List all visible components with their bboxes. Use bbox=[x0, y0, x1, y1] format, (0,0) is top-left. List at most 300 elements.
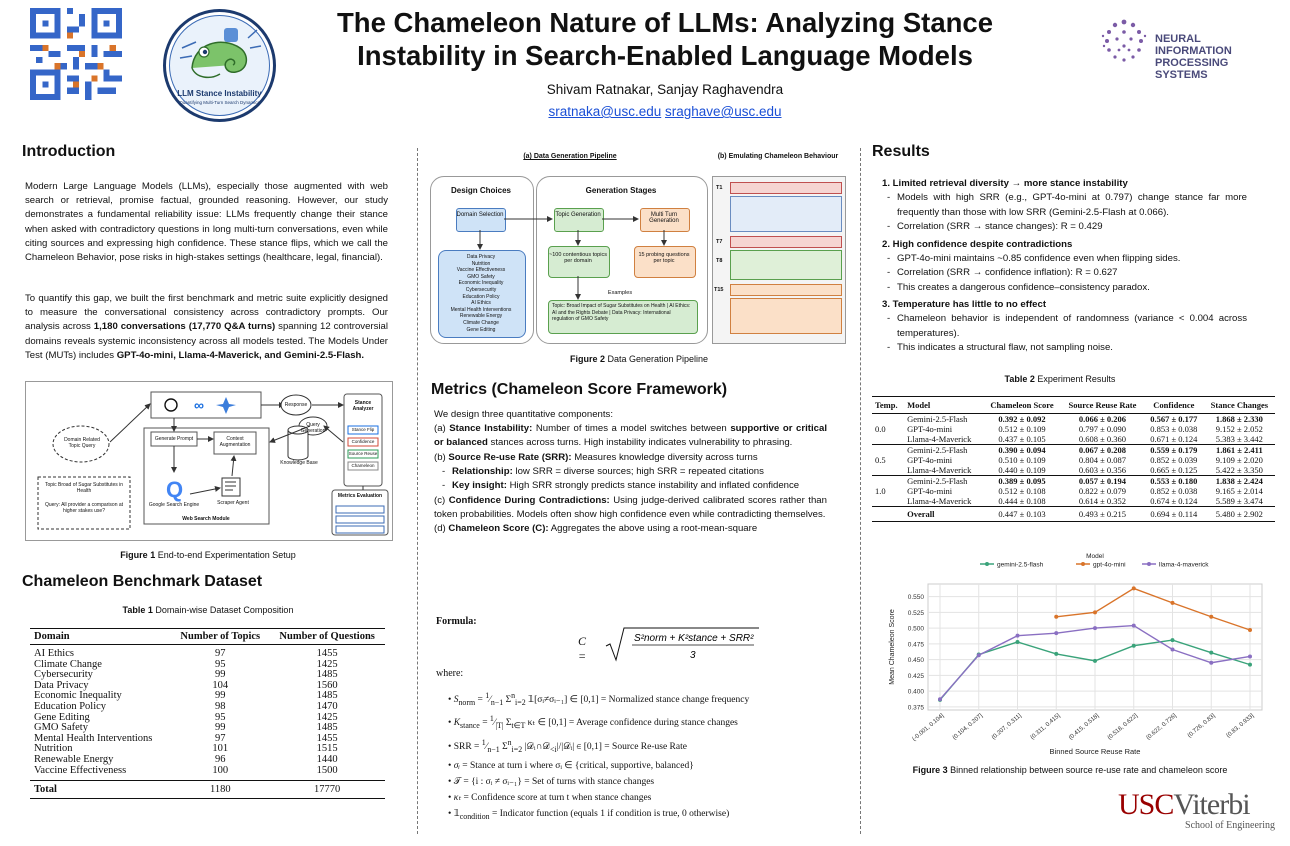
result-cell: 0.797 ± 0.090 bbox=[1078, 424, 1127, 434]
table1-caption-label: Table 1 bbox=[122, 605, 153, 615]
model-cell: Gemini-2.5-Flash bbox=[907, 445, 968, 455]
fig2-caption-label: Figure 2 bbox=[569, 354, 605, 364]
metrics-item-a bbox=[434, 422, 827, 450]
data-point bbox=[1209, 651, 1213, 655]
x-tick-label: (0.726, 0.83] bbox=[1186, 712, 1217, 740]
overall-cell: 0.694 ± 0.114 bbox=[1150, 509, 1198, 519]
figure-3-caption bbox=[870, 765, 1270, 775]
table-row bbox=[30, 702, 385, 713]
fig2-t1-answer bbox=[730, 196, 842, 232]
fig3-caption-text: Binned relationship between source re-use rate and chameleon score bbox=[947, 765, 1228, 775]
metrics-body bbox=[434, 408, 827, 536]
results-col-header: Temp. bbox=[875, 400, 898, 410]
intro-p2-bold-a: 1,180 conversations (17,770 Q&A turns) bbox=[93, 321, 276, 333]
overall-cell: 5.480 ± 2.902 bbox=[1215, 509, 1263, 519]
result-cell: 5.383 ± 3.442 bbox=[1215, 434, 1263, 444]
y-tick-label: 0.400 bbox=[907, 688, 924, 696]
data-point bbox=[1016, 634, 1020, 638]
legend-marker bbox=[1147, 562, 1151, 566]
dataset-questions-cell: 1560 bbox=[316, 679, 338, 691]
email-link-2[interactable]: sraghave@usc.edu bbox=[665, 104, 782, 119]
fig1-stance-analyzer: Stance Analyzer bbox=[352, 400, 374, 412]
intro-heading: Introduction bbox=[22, 143, 116, 160]
temp-cell: 0.0 bbox=[875, 424, 886, 434]
table1-caption-text: Domain-wise Dataset Composition bbox=[152, 605, 294, 615]
table-row bbox=[872, 465, 1275, 476]
data-point bbox=[1171, 638, 1175, 642]
def-kappa-text: = Confidence score at turn t when stance changes bbox=[463, 793, 652, 804]
results-col-header: Confidence bbox=[1153, 400, 1195, 410]
result-cell: 0.389 ± 0.095 bbox=[998, 476, 1046, 486]
finding-bullet: - GPT-4o-mini maintains ~0.85 confidence even when flipping sides. bbox=[897, 252, 1247, 267]
data-point bbox=[1054, 615, 1058, 619]
fig1-generate-prompt: Generate Prompt bbox=[154, 436, 194, 442]
x-tick-label: (0.207, 0.311] bbox=[990, 712, 1023, 742]
result-cell: 1.868 ± 2.330 bbox=[1215, 414, 1263, 424]
result-cell: 0.512 ± 0.108 bbox=[998, 486, 1046, 496]
fig2-turn-t1: T1 bbox=[716, 185, 723, 191]
data-point bbox=[1132, 644, 1136, 648]
metrics-a-text: stances across turns. High instability indicates vulnerability to phrasing. bbox=[487, 437, 793, 449]
x-tick-label: (0.622, 0.726] bbox=[1145, 712, 1178, 742]
fig2-t15-answer bbox=[730, 298, 842, 334]
fig2-example-text: Topic: Broad Impact of Sugar Substitutes on Health | AI Ethics: AI and the Rights Debate | Data Privacy: International regulation of GMO Safety bbox=[552, 303, 691, 322]
table-row bbox=[872, 445, 1275, 456]
dataset-questions-cell: 1470 bbox=[316, 700, 338, 712]
svg-text:S²norm + K²stance + SRR²: S²norm + K²stance + SRR² bbox=[634, 633, 754, 644]
metrics-d-prefix: (d) bbox=[434, 523, 449, 535]
figure-3 bbox=[880, 550, 1275, 760]
svg-text:Q: Q bbox=[166, 477, 184, 502]
dataset-questions-cell: 1455 bbox=[316, 732, 338, 744]
y-tick-label: 0.425 bbox=[907, 672, 924, 680]
dataset-domain-cell: Nutrition bbox=[34, 743, 73, 755]
metrics-b-bullet-1 bbox=[452, 465, 827, 480]
metrics-a-mid: Number of times a model switches between bbox=[532, 423, 731, 435]
legend-marker bbox=[1081, 562, 1085, 566]
data-point bbox=[1093, 659, 1097, 663]
legend-title: Model bbox=[1086, 553, 1104, 560]
dataset-topics-cell: 104 bbox=[212, 679, 229, 691]
dataset-col-domain: Domain bbox=[34, 631, 70, 642]
dataset-questions-cell: 1485 bbox=[316, 690, 338, 702]
result-cell: 5.589 ± 3.474 bbox=[1215, 496, 1263, 506]
table-row bbox=[872, 486, 1275, 496]
table-1-caption bbox=[25, 605, 391, 615]
fig2-label-a: (a) Data Generation Pipeline bbox=[523, 153, 617, 160]
dataset-topics-cell: 99 bbox=[215, 669, 226, 681]
figure-2-caption bbox=[430, 354, 848, 364]
fig2-generation-stages: Generation Stages bbox=[585, 186, 657, 195]
emails bbox=[280, 104, 1050, 119]
x-tick-label: (0.83, 0.933] bbox=[1225, 712, 1256, 740]
dataset-col-topics: Number of Topics bbox=[180, 631, 261, 642]
def-s-norm-text: = Normalized stance change frequency bbox=[600, 695, 750, 706]
fig2-examples: Examples bbox=[607, 290, 633, 296]
neurips-dots-icon bbox=[1095, 12, 1153, 70]
metrics-intro: We design three quantitative components: bbox=[434, 409, 614, 420]
dataset-domain-cell: Cybersecurity bbox=[34, 669, 93, 681]
fig2-caption-text: Data Generation Pipeline bbox=[604, 354, 709, 364]
figure-1-caption bbox=[25, 550, 391, 560]
column-divider-1 bbox=[417, 148, 418, 834]
results-col-header: Chameleon Score bbox=[990, 400, 1054, 410]
y-tick-label: 0.525 bbox=[907, 609, 924, 617]
formula-label: Formula: bbox=[436, 616, 477, 627]
dataset-domain-cell: Gene Editing bbox=[34, 711, 90, 723]
fig2-domain-item: AI Ethics bbox=[471, 300, 491, 307]
data-point bbox=[1132, 586, 1136, 590]
result-cell: 1.838 ± 2.424 bbox=[1215, 476, 1263, 486]
fig1-metric-item-4: Chameleon bbox=[351, 463, 375, 468]
fig2-questions-count: 15 probing questions per topic bbox=[638, 252, 690, 264]
title-line-1: The Chameleon Nature of LLMs: Analyzing Stance bbox=[336, 7, 993, 38]
dataset-topics-cell: 95 bbox=[215, 711, 226, 723]
fig1-knowledge-base: Knowledge Base bbox=[280, 460, 318, 466]
result-cell: 0.390 ± 0.094 bbox=[998, 445, 1046, 455]
model-cell: Gemini-2.5-Flash bbox=[907, 414, 968, 424]
qr-code[interactable] bbox=[30, 8, 122, 105]
data-point bbox=[1093, 610, 1097, 614]
fig2-domain-item: GMO Safety bbox=[467, 273, 495, 280]
data-point bbox=[1054, 652, 1058, 656]
dataset-questions-cell: 1425 bbox=[316, 711, 338, 723]
dataset-domain-cell: Climate Change bbox=[34, 658, 102, 670]
results-col-header: Model bbox=[907, 400, 931, 410]
metrics-b-bullets bbox=[434, 465, 827, 494]
dataset-domain-cell: Education Policy bbox=[34, 700, 107, 712]
fig1-metric-item-3: Source Reuse bbox=[348, 451, 378, 456]
def-sigma-text: = Stance at turn i where σᵢ ∈ {critical, supportive, balanced} bbox=[462, 760, 694, 771]
intro-paragraph-2 bbox=[25, 292, 388, 363]
fig2-topic-generation: Topic Generation bbox=[555, 212, 601, 218]
table-row bbox=[872, 455, 1275, 465]
overall-spacer bbox=[872, 507, 904, 522]
dataset-total-questions: 17770 bbox=[314, 784, 341, 796]
metrics-c-text: Using judge-derived calibrated scores rather than token probabilities. Models often show high confidence even while contradicting themselves. bbox=[434, 494, 827, 521]
result-cell: 0.853 ± 0.038 bbox=[1150, 424, 1198, 434]
data-point bbox=[1171, 601, 1175, 605]
dataset-topics-cell: 99 bbox=[215, 722, 226, 734]
neurips-line-1: NEURAL INFORMATION bbox=[1155, 33, 1232, 57]
fig2-domain-item: Vaccine Effectiveness bbox=[456, 267, 506, 274]
y-tick-label: 0.500 bbox=[907, 625, 924, 633]
fig2-domain-item: Education Policy bbox=[462, 293, 500, 300]
def-t-set-text: = Set of turns with stance changes bbox=[524, 776, 655, 787]
data-point bbox=[1209, 661, 1213, 665]
metrics-b-bullet-2 bbox=[452, 479, 827, 494]
fig2-turn-t8: T8 bbox=[716, 258, 723, 264]
result-cell: 0.444 ± 0.108 bbox=[998, 496, 1046, 506]
model-cell: GPT-4o-mini bbox=[907, 424, 953, 434]
svg-text:3: 3 bbox=[690, 650, 696, 661]
result-cell: 0.392 ± 0.092 bbox=[998, 414, 1046, 424]
result-cell: 9.109 ± 2.020 bbox=[1215, 455, 1263, 465]
result-cell: 0.822 ± 0.079 bbox=[1078, 486, 1127, 496]
svg-text:∞: ∞ bbox=[194, 397, 204, 413]
sqrt-icon bbox=[604, 626, 764, 664]
result-cell: 9.165 ± 2.014 bbox=[1215, 486, 1263, 496]
metrics-item-b bbox=[434, 451, 827, 465]
dataset-heading: Chameleon Benchmark Dataset bbox=[22, 573, 263, 590]
dataset-topics-cell: 101 bbox=[212, 743, 229, 755]
chameleon-logo-icon bbox=[162, 8, 277, 123]
fig2-t1-question bbox=[730, 182, 842, 194]
x-tick-label: (0.415, 0.518] bbox=[1068, 712, 1101, 742]
result-cell: 0.804 ± 0.087 bbox=[1078, 455, 1127, 465]
data-point bbox=[1132, 624, 1136, 628]
table-row bbox=[872, 434, 1275, 445]
dataset-topics-cell: 100 bbox=[212, 764, 229, 776]
fig2-t8-answer bbox=[730, 250, 842, 280]
metrics-a-bold: Stance Instability: bbox=[449, 423, 533, 435]
overall-label: Overall bbox=[907, 509, 935, 519]
dataset-domain-cell: Economic Inequality bbox=[34, 690, 122, 702]
metrics-d-text: Aggregates the above using a root-mean-square bbox=[548, 523, 758, 535]
y-tick-label: 0.550 bbox=[907, 594, 924, 602]
x-tick-label: (0.518, 0.622] bbox=[1106, 712, 1140, 742]
metrics-c-bold: Confidence During Contradictions: bbox=[448, 494, 610, 506]
result-cell: 0.437 ± 0.105 bbox=[998, 434, 1046, 444]
figure-2 bbox=[430, 150, 848, 350]
data-point bbox=[1209, 615, 1213, 619]
x-tick-label: (0.104, 0.207] bbox=[951, 712, 985, 742]
dataset-domain-cell: AI Ethics bbox=[34, 648, 74, 659]
fig2-domain-item: Economic Inequality bbox=[458, 280, 504, 287]
overall-cell: 0.447 ± 0.103 bbox=[998, 509, 1046, 519]
table-row bbox=[30, 755, 385, 766]
temp-cell: 1.0 bbox=[875, 486, 886, 496]
dataset-questions-cell: 1485 bbox=[316, 669, 338, 681]
fig2-t15-question bbox=[730, 284, 842, 296]
fig2-turn-t15: T15 bbox=[714, 287, 724, 293]
model-cell: Llama-4-Maverick bbox=[907, 496, 972, 506]
dataset-domain-cell: Mental Health Interventions bbox=[34, 732, 153, 744]
result-cell: 0.440 ± 0.109 bbox=[998, 465, 1046, 475]
metrics-b1-text: low SRR = diverse sources; high SRR = repeated citations bbox=[512, 465, 764, 477]
result-cell: 0.067 ± 0.208 bbox=[1078, 445, 1127, 455]
temp-cell: 0.5 bbox=[875, 455, 886, 465]
qr-code-icon bbox=[30, 8, 122, 100]
project-logo bbox=[162, 8, 277, 123]
finding-bullet: - Models with high SRR (e.g., GPT-4o-mini at 0.797) change stance far more frequently than those with low SRR (Gemini-2.5-Flash at 0.066). bbox=[897, 191, 1247, 220]
result-cell: 0.553 ± 0.180 bbox=[1150, 476, 1198, 486]
result-cell: 0.852 ± 0.039 bbox=[1150, 455, 1198, 465]
dataset-topics-cell: 97 bbox=[215, 648, 226, 659]
fig2-topics-count: ~100 contentious topics per domain bbox=[549, 252, 607, 264]
results-heading: Results bbox=[872, 143, 930, 160]
finding-bullet: - This creates a dangerous confidence–consistency paradox. bbox=[897, 281, 1247, 296]
metrics-b2-bold: Key insight: bbox=[452, 480, 507, 492]
result-cell: 1.861 ± 2.411 bbox=[1216, 445, 1263, 455]
fig1-metric-item-2: Confidence bbox=[351, 439, 375, 444]
metrics-a-prefix: (a) bbox=[434, 423, 450, 435]
fig2-domain-item: Renewable Energy bbox=[459, 313, 503, 320]
formula-definitions bbox=[448, 688, 848, 825]
fig1-google-engine: Google Search Engine bbox=[148, 502, 200, 508]
fig2-turn-t7: T7 bbox=[716, 239, 723, 245]
intro-paragraph-1: Modern Large Language Models (LLMs), especially those augmented with web search or retrieval, promise factual, grounded reasoning. However, our study demonstrates a fundamental reliability issue: LLMs frequently change their stance when asked with contradictory questions in long multi-turn conversations, even while citing sources and expressing high confidence. These stance flips, which we call the Chameleon Behavior, pose risks in high-stakes settings (healthcare, legal, financial). bbox=[25, 181, 388, 264]
table2-caption-text: Experiment Results bbox=[1034, 374, 1116, 384]
result-cell: 0.559 ± 0.179 bbox=[1150, 445, 1198, 455]
def-kappa: • κₜ = Confidence score at turn t when stance changes bbox=[448, 793, 652, 804]
result-cell: 0.510 ± 0.109 bbox=[998, 455, 1046, 465]
authors: Shivam Ratnakar, Sanjay Raghavendra bbox=[546, 82, 784, 97]
fig3-caption-label: Figure 3 bbox=[912, 765, 948, 775]
data-point bbox=[1171, 648, 1175, 652]
dataset-topics-cell: 95 bbox=[215, 658, 226, 670]
data-point bbox=[977, 653, 981, 657]
chameleon-line-chart bbox=[880, 550, 1275, 760]
data-point bbox=[938, 697, 942, 701]
finding-bullet: - Correlation (SRR → confidence inflation): R = 0.627 bbox=[897, 266, 1247, 281]
intro-p2-bold-b: GPT-4o-mini, Llama-4-Maverick, and Gemini-2.5-Flash. bbox=[116, 349, 365, 361]
result-cell: 0.057 ± 0.194 bbox=[1078, 476, 1127, 486]
data-point bbox=[1016, 640, 1020, 644]
viterbi-text: Viterbi bbox=[1173, 788, 1250, 821]
dataset-topics-cell: 96 bbox=[215, 753, 226, 765]
dataset-col-questions: Number of Questions bbox=[279, 631, 375, 642]
result-cell: 0.512 ± 0.109 bbox=[998, 424, 1046, 434]
finding-2-list bbox=[882, 252, 1247, 296]
logo-title: LLM Stance Instability bbox=[177, 89, 262, 98]
title-line-2: Instability in Search-Enabled Language Models bbox=[357, 40, 973, 71]
model-cell: Llama-4-Maverick bbox=[907, 434, 972, 444]
fig1-caption-text: End-to-end Experimentation Setup bbox=[155, 550, 296, 560]
dataset-questions-cell: 1455 bbox=[316, 648, 338, 659]
usc-text: USC bbox=[1118, 788, 1174, 821]
data-point bbox=[1093, 626, 1097, 630]
results-col-header: Source Reuse Rate bbox=[1068, 400, 1137, 410]
finding-bullet: - Correlation (SRR → stance changes): R = 0.429 bbox=[897, 220, 1247, 235]
metrics-item-c bbox=[434, 494, 827, 522]
x-tick-label: (-0.001, 0.104] bbox=[911, 712, 946, 743]
table-row-overall bbox=[872, 507, 1275, 522]
result-cell: 0.852 ± 0.038 bbox=[1150, 486, 1198, 496]
finding-3-list bbox=[882, 312, 1247, 356]
result-cell: 0.608 ± 0.360 bbox=[1078, 434, 1127, 444]
model-cell: GPT-4o-mini bbox=[907, 455, 953, 465]
def-srr: • SRR = $^1⁄_{n-1}$ $\Sigma^n_{i=2}$ |𝒟ᵢ∩𝒟$_{<i}$|/|𝒟ᵢ| ∈ [0,1] = Source Re-use Rate bbox=[448, 737, 687, 754]
legend-label: gemini-2.5-flash bbox=[997, 561, 1044, 569]
usc-viterbi-logo bbox=[1118, 790, 1283, 831]
dataset-questions-cell: 1485 bbox=[316, 722, 338, 734]
intro-p2-text-b: spanning 12 controversial domains reveals systemic inconsistency across all models tested. The Models Under Test (MUTs) includes bbox=[25, 321, 389, 361]
model-cell: Llama-4-Maverick bbox=[907, 465, 972, 475]
fig1-caption-label: Figure 1 bbox=[120, 550, 156, 560]
def-k-stance: • $K_{stance}$ = $^1⁄_{|T|}$ $\Sigma_{t\in T}$ κₜ ∈ [0,1] = Average confidence during stance changes bbox=[448, 714, 738, 731]
results-findings bbox=[882, 176, 1247, 356]
fig1-context-augmentation: Context Augmentation bbox=[219, 436, 251, 448]
fig2-label-b: (b) Emulating Chameleon Behaviour bbox=[717, 153, 839, 160]
finding-2-title: 2. High confidence despite contradictions bbox=[882, 238, 1073, 250]
figure-1 bbox=[25, 381, 393, 541]
table-2-caption bbox=[870, 374, 1250, 384]
def-indicator: • $𝟙_{condition}$ = Indicator function (equals 1 if condition is true, 0 otherwise) bbox=[448, 809, 730, 822]
fig2-domain-selection: Domain Selection bbox=[456, 212, 504, 218]
data-point bbox=[1248, 663, 1252, 667]
dataset-total-label: Total bbox=[34, 784, 57, 796]
fig1-response: Response bbox=[284, 402, 308, 408]
fig2-domain-item: Climate Change bbox=[463, 319, 499, 326]
poster-title bbox=[280, 6, 1050, 72]
neurips-line-2: PROCESSING SYSTEMS bbox=[1155, 57, 1229, 81]
data-point bbox=[1248, 654, 1252, 658]
y-tick-label: 0.375 bbox=[907, 704, 924, 712]
x-axis-label: Binned Source Reuse Rate bbox=[1049, 747, 1141, 756]
logo-subtitle: Quantifying Multi-Turn Search Dynamics bbox=[179, 100, 260, 105]
finding-3-title: 3. Temperature has little to no effect bbox=[882, 299, 1047, 310]
finding-1-list bbox=[882, 191, 1247, 235]
def-srr-text: = Source Re-use Rate bbox=[604, 741, 687, 752]
dataset-questions-cell: 1425 bbox=[316, 658, 338, 670]
fig2-t7-question bbox=[730, 236, 842, 248]
result-cell: 9.152 ± 2.052 bbox=[1215, 424, 1263, 434]
legend-label: llama-4-maverick bbox=[1159, 561, 1209, 569]
result-cell: 0.066 ± 0.206 bbox=[1078, 414, 1127, 424]
dataset-questions-cell: 1515 bbox=[316, 743, 338, 755]
fig2-domain-item: Cybersecurity bbox=[465, 286, 497, 293]
finding-bullet: - Chameleon behavior is independent of randomness (variance < 0.004 across temperatures). bbox=[897, 312, 1247, 341]
column-divider-2 bbox=[860, 148, 861, 834]
metrics-b-prefix: (b) bbox=[434, 451, 449, 463]
fig1-web-module: Web Search Module bbox=[182, 516, 230, 522]
fig1-scraper: Scraper Agent bbox=[217, 500, 249, 506]
fig1-query-generation: Query Generation bbox=[300, 422, 326, 434]
data-point bbox=[1054, 631, 1058, 635]
result-cell: 0.665 ± 0.125 bbox=[1150, 465, 1198, 475]
intro-p2-text-a: To quantify this gap, we built the first benchmark and metric suite explicitly designed to measure the conversational consistency across contradictory prompts. Our analysis across bbox=[25, 293, 388, 333]
fig1-topic-box: Topic Broad of Sugar Substitutes in Health bbox=[44, 482, 124, 494]
metrics-b1-bold: Relationship: bbox=[452, 465, 513, 477]
fig1-metrics-title: Metrics Evaluation bbox=[337, 493, 383, 499]
result-cell: 0.614 ± 0.352 bbox=[1078, 496, 1127, 506]
dataset-topics-cell: 98 bbox=[215, 700, 226, 712]
def-s-norm: • $S_{norm}$ = $^1⁄_{n-1}$ $\Sigma^n_{i=2}$ 𝟙[σᵢ≠σᵢ₋₁] ∈ [0,1] = Normalized stance change frequency bbox=[448, 691, 750, 708]
model-cell: Gemini-2.5-Flash bbox=[907, 476, 968, 486]
metrics-d-bold: Chameleon Score (C): bbox=[448, 523, 549, 535]
fig1-domain-bubble: Domain Related Topic Query bbox=[64, 437, 100, 449]
metrics-b-text: Measures knowledge diversity across turns bbox=[571, 451, 758, 463]
y-tick-label: 0.450 bbox=[907, 657, 924, 665]
email-link-1[interactable]: sratnaka@usc.edu bbox=[548, 104, 662, 119]
x-tick-label: (0.311, 0.415] bbox=[1029, 712, 1062, 742]
fig2-domain-item: Nutrition bbox=[471, 260, 491, 267]
fig1-metric-item-1: Stance Flip bbox=[351, 427, 375, 432]
dataset-topics-cell: 97 bbox=[215, 732, 226, 744]
data-point bbox=[1248, 628, 1252, 632]
dataset-topics-cell: 99 bbox=[215, 690, 226, 702]
table2-caption-label: Table 2 bbox=[1004, 374, 1035, 384]
def-indicator-text: = Indicator function (equals 1 if condition is true, 0 otherwise) bbox=[492, 809, 730, 820]
dataset-domain-cell: Data Privacy bbox=[34, 679, 89, 691]
metrics-a-bold-2: supportive or critical or balanced bbox=[434, 423, 827, 449]
results-col-header: Stance Changes bbox=[1210, 400, 1269, 410]
legend-marker bbox=[985, 562, 989, 566]
y-axis-label: Mean Chameleon Score bbox=[889, 609, 896, 685]
dataset-questions-cell: 1440 bbox=[316, 753, 338, 765]
result-cell: 0.567 ± 0.177 bbox=[1150, 414, 1198, 424]
def-t-set: • 𝒯 = {i : σᵢ ≠ σᵢ₋₁} = Set of turns with stance changes bbox=[448, 776, 655, 787]
school-text: School of Engineering bbox=[1185, 820, 1275, 831]
legend-label: gpt-4o-mini bbox=[1093, 561, 1126, 569]
fig1-query-box: Query: All provider a comparison at higher stakes use? bbox=[44, 502, 124, 514]
fig2-multi-turn: Multi Turn Generation bbox=[649, 212, 679, 224]
model-cell: GPT-4o-mini bbox=[907, 486, 953, 496]
result-cell: 0.603 ± 0.356 bbox=[1078, 465, 1127, 475]
finding-1-title: 1. Limited retrieval diversity → more stance instability bbox=[882, 178, 1128, 189]
result-cell: 5.422 ± 3.350 bbox=[1215, 465, 1263, 475]
